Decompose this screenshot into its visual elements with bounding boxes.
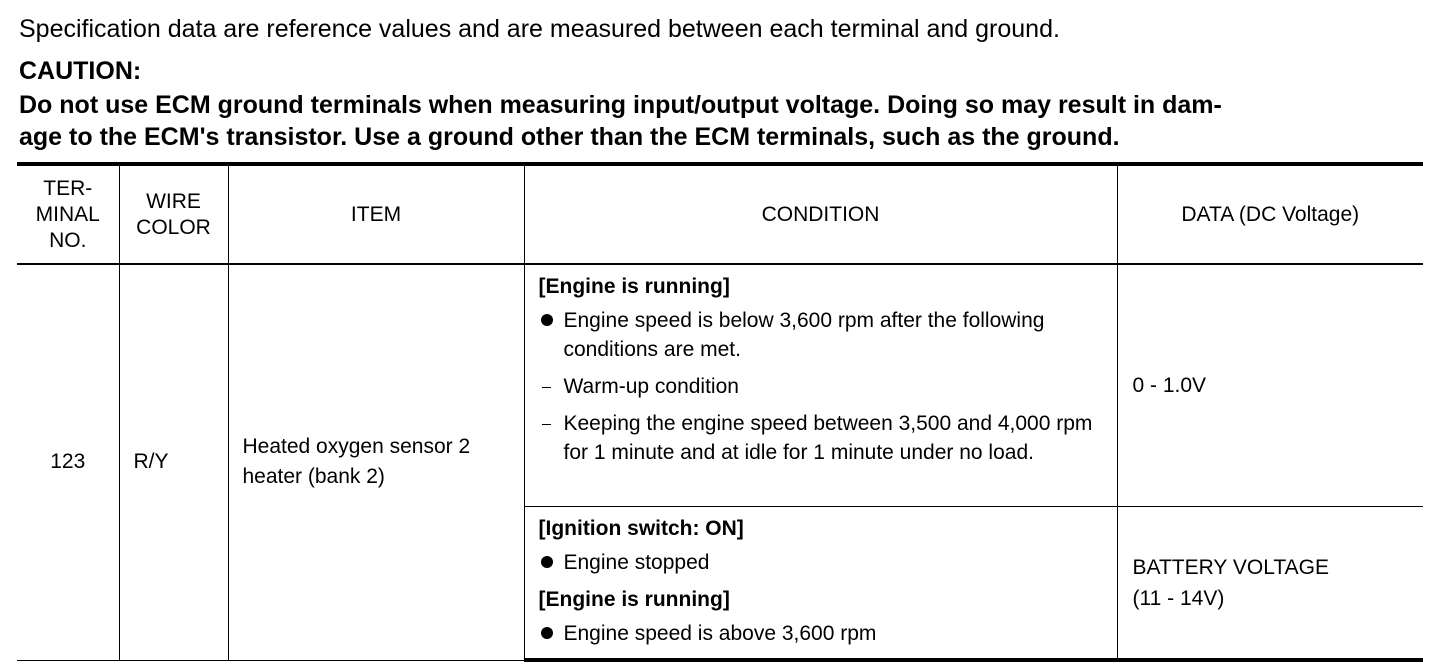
condition-subitem <box>539 409 1107 467</box>
condition-heading: [Engine is running] <box>538 588 730 611</box>
table-row <box>17 264 1423 507</box>
dash-icon <box>542 387 551 389</box>
header-terminal-line-3: NO. <box>49 228 87 252</box>
intro-text: Specification data are reference values and are measured between each terminal and ground. <box>19 15 1060 43</box>
header-condition: CONDITION <box>524 164 1117 264</box>
data-cell-battery-voltage <box>1117 507 1423 661</box>
terminal-number-cell: 123 <box>17 264 119 660</box>
header-item: ITEM <box>228 164 524 264</box>
condition-cell-engine-running <box>524 264 1117 507</box>
caution-line-2: age to the ECM's transistor. Use a ground other than the ECM terminals, such as the ground. <box>19 123 1120 151</box>
header-terminal-line-2: MINAL <box>35 202 100 226</box>
condition-bullet <box>539 619 1107 648</box>
bullet-icon <box>541 627 553 639</box>
header-wire-color <box>119 164 228 264</box>
bullet-icon <box>541 556 553 568</box>
condition-subitem-text: Keeping the engine speed between 3,500 and 4,000 rpm for 1 minute and at idle for 1 minute under no load. <box>563 412 1093 464</box>
header-wire-line-1: WIRE <box>146 189 201 213</box>
condition-bullet-text: Engine speed is above 3,600 rpm <box>563 622 877 645</box>
data-cell-low-voltage: 0 - 1.0V <box>1117 264 1423 507</box>
data-line-1: BATTERY VOLTAGE <box>1132 555 1329 579</box>
ecm-terminal-table <box>17 162 1423 662</box>
condition-subitem <box>539 372 1107 401</box>
header-terminal-line-1: TER- <box>43 176 93 200</box>
header-data: DATA (DC Voltage) <box>1117 164 1423 264</box>
table-header-row <box>17 164 1423 264</box>
item-line-2: heater (bank 2) <box>242 465 385 489</box>
item-cell <box>228 264 524 660</box>
condition-bullet-text: Engine speed is below 3,600 rpm after the following conditions are met. <box>563 309 1045 361</box>
item-line-1: Heated oxygen sensor 2 <box>242 435 471 459</box>
dash-icon <box>542 424 551 426</box>
bullet-icon <box>541 314 553 326</box>
condition-bullet <box>539 306 1107 364</box>
header-wire-line-2: COLOR <box>136 215 211 239</box>
wire-color-cell: R/Y <box>119 264 228 660</box>
condition-bullet-text: Engine stopped <box>563 551 710 574</box>
caution-title: CAUTION: <box>19 57 142 85</box>
condition-subitem-text: Warm-up condition <box>563 375 739 398</box>
header-terminal-no <box>17 164 119 264</box>
condition-cell-ignition-on <box>524 507 1117 661</box>
data-line-2: (11 - 14V) <box>1132 586 1225 610</box>
caution-body <box>19 89 1429 153</box>
caution-line-1: Do not use ECM ground terminals when measuring input/output voltage. Doing so may result in dam- <box>19 91 1222 119</box>
condition-heading: [Engine is running] <box>538 275 730 298</box>
condition-heading: [Ignition switch: ON] <box>538 517 744 540</box>
condition-bullet <box>539 548 1107 577</box>
